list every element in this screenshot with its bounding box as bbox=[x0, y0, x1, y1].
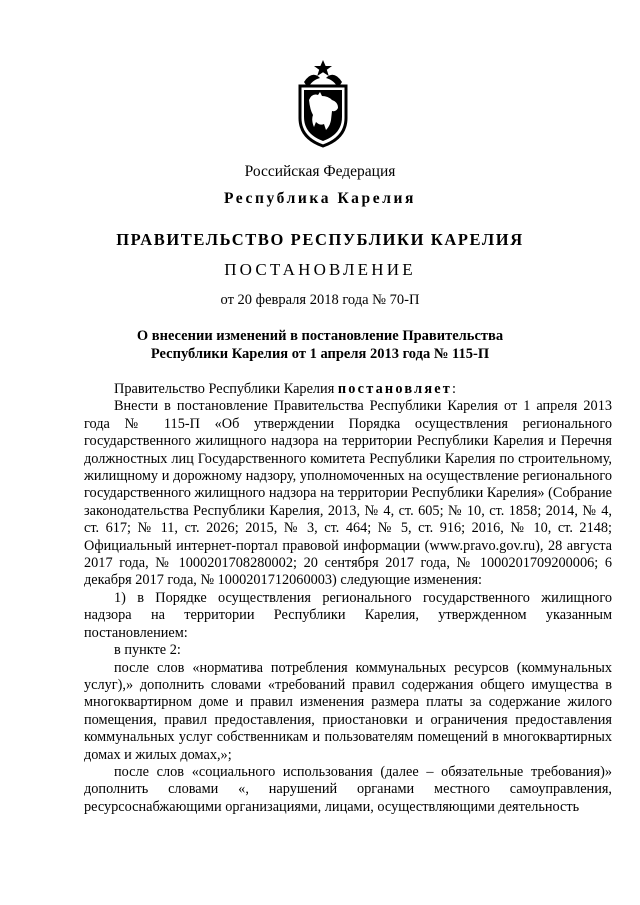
document-title bbox=[0, 327, 640, 363]
document-body bbox=[84, 381, 612, 816]
document-date-number: от 20 февраля 2018 года № 70-П bbox=[220, 292, 420, 308]
title-line-1: О внесении изменений в постановление Правительства bbox=[136, 328, 504, 344]
paragraph-amendments-intro: Внести в постановление Правительства Республики Карелия от 1 апреля 2013 года № 115-П «Об утверждении Порядка осуществления регионального государственного жилищного надзора на территории Республики Карелия и Перечня должностных лиц Государственного комитета Республики Карелия по строительному, жилищному и дорожному надзору, уполномоченных на осуществление регионального государственного жилищного надзора на территории Республики Карелия» (Собрание законодательства Республики Карелия, 2013, № 4, ст. 605; № 10, ст. 1858; 2014, № 4, ст. 617; № 11, ст. 2026; 2015, № 3, ст. 464; № 5, ст. 916; 2016, № 10, ст. 2148; Официальный интернет-портал правовой информации (www.pravo.gov.ru), 28 августа 2017 года, № 1000201708280002; 20 сентября 2017 года, № 1000201709200006; 6 декабря 2017 года, № 1000201712060003) следующие изменения: bbox=[84, 398, 612, 589]
paragraph-addition-2: после слов «социального использования (далее – обязательные требования)» дополнить словами «, нарушений органами местного самоуправления, ресурсоснабжающими организациями, лицами, осуществляющими деятельность bbox=[84, 763, 612, 815]
government-name: ПРАВИТЕЛЬСТВО РЕСПУБЛИКИ КАРЕЛИЯ bbox=[116, 230, 524, 249]
title-line-2: Республики Карелия от 1 апреля 2013 года № 115-П bbox=[150, 346, 490, 362]
preamble-paragraph bbox=[84, 381, 612, 398]
country-name: Российская Федерация bbox=[244, 163, 396, 180]
paragraph-addition-1: после слов «норматива потребления коммунальных ресурсов (коммунальных услуг),» дополнить словами «требований правил содержания общего имущества в многоквартирном доме и правил изменения размера платы за содержание жилого помещения, правил предоставления, приостановки и ограничения предоставления коммунальных услуг собственникам и пользователям помещений в многоквартирных домах и жилых домах,»; bbox=[84, 659, 612, 763]
preamble-lead: Правительство Республики Карелия bbox=[114, 381, 338, 397]
karelia-coat-of-arms-icon bbox=[294, 60, 352, 148]
preamble-verb: постановляет bbox=[337, 381, 453, 397]
document-type: ПОСТАНОВЛЕНИЕ bbox=[224, 260, 416, 279]
preamble-colon: : bbox=[452, 381, 457, 397]
paragraph-clause-2: в пункте 2: bbox=[114, 642, 181, 659]
republic-name: Республика Карелия bbox=[223, 190, 417, 207]
paragraph-item-1: 1) в Порядке осуществления регионального государственного жилищного надзора на территории Республики Карелия, утвержденном указанным постановлением: bbox=[84, 589, 612, 641]
